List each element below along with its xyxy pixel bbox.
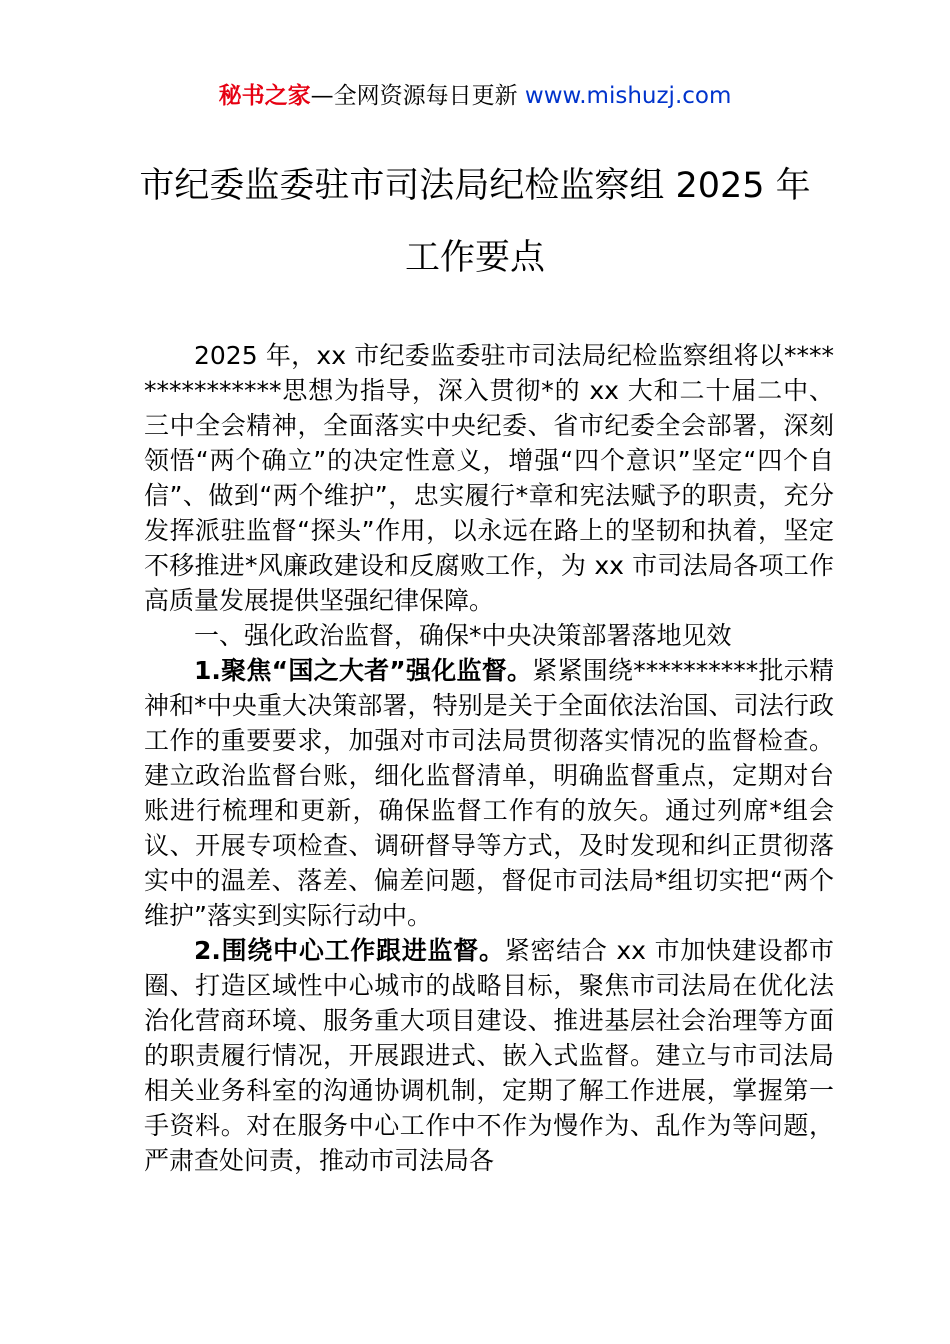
item-2-title: 2.围绕中心工作跟进监督。: [194, 936, 505, 965]
site-slogan: —全网资源每日更新: [310, 83, 525, 109]
site-url-link[interactable]: www.mishuzj.com: [524, 83, 732, 109]
item-1-title: 1.聚焦“国之大者”强化监督。: [194, 656, 533, 685]
section-heading-1: 一、强化政治监督，确保*中央决策部署落地见效: [194, 621, 732, 650]
title-line-2: 工作要点: [404, 238, 545, 278]
title-line-1: 市纪委监委驻市司法局纪检监察组 2025 年: [139, 166, 811, 206]
intro-paragraph: 2025 年，xx 市纪委监委驻市司法局纪检监察组将以***************思想为指导，深入贯彻*的 xx 大和二十届二中、三中全会精神，全面落实中央纪委、省市纪委全会部署，深刻领悟“两个确立”的决定性意义，增强“四个意识”坚定“四个自信”、做到“两个维护”，忠实履行*章和宪法赋予的职责，充分发挥派驻监督“探头”作用，以永远在路上的坚韧和执着，坚定不移推进*风廉政建设和反腐败工作，为 xx 市司法局各项工作高质量发展提供坚强纪律保障。: [144, 341, 834, 615]
item-1-paragraph: [144, 653, 834, 933]
item-2-body: 紧密结合 xx 市加快建设都市圈、打造区域性中心城市的战略目标，聚焦市司法局在优化法治化营商环境、服务重大项目建设、推进基层社会治理等方面的职责履行情况，开展跟进式、嵌入式监督。建立与市司法局相关业务科室的沟通协调机制，定期了解工作进展，掌握第一手资料。对在服务中心工作中不作为慢作为、乱作为等问题，严肃查处问责，推动市司法局各: [144, 936, 834, 1175]
item-2-paragraph: [144, 933, 834, 1178]
site-brand: 秘书之家: [218, 83, 311, 109]
item-1-body: 紧紧围绕**********批示精神和*中央重大决策部署，特别是关于全面依法治国、司法行政工作的重要要求，加强对市司法局贯彻落实情况的监督检查。建立政治监督台账，细化监督清单，明确监督重点，定期对台账进行梳理和更新，确保监督工作有的放矢。通过列席*组会议、开展专项检查、调研督导等方式，及时发现和纠正贯彻落实中的温差、落差、偏差问题，督促市司法局*组切实把“两个维护”落实到实际行动中。: [144, 656, 834, 930]
document-title: [0, 150, 950, 294]
document-body: [144, 338, 834, 1178]
site-banner: [0, 78, 950, 114]
